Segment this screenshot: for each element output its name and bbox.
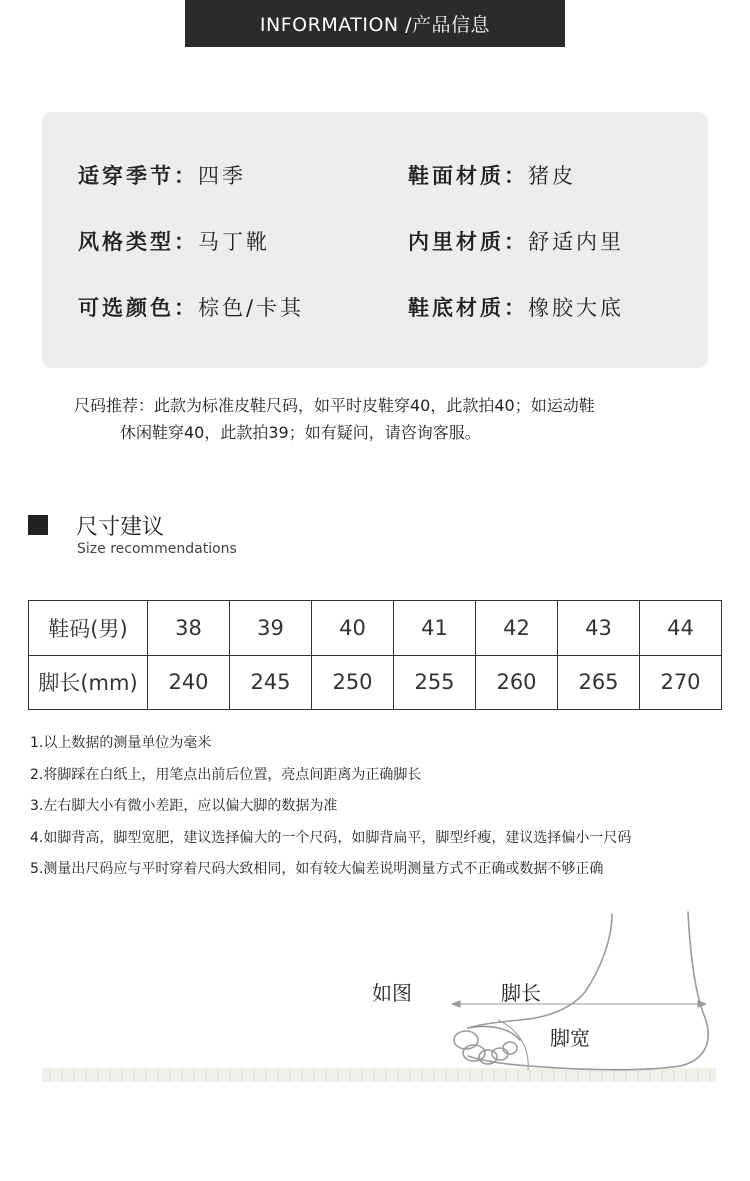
size-cell: 44 [640,601,722,656]
info-label: 鞋面材质： [408,164,528,188]
info-value: 棕色/卡其 [198,296,305,320]
info-value: 橡胶大底 [528,296,624,320]
info-row-upper-material [408,160,576,190]
info-row-style [78,226,270,256]
info-row-lining [408,226,624,256]
section-subtitle: Size recommendations [77,541,237,557]
size-cell: 40 [312,601,394,656]
size-note-line1: 尺码推荐：此款为标准皮鞋尺码，如平时皮鞋穿40，此款拍40；如运动鞋 [74,396,595,415]
size-note-line2: 休闲鞋穿40，此款拍39；如有疑问，请咨询客服。 [120,423,481,442]
size-cell: 43 [558,601,640,656]
size-recommendation-note [74,392,714,446]
length-cell: 260 [476,655,558,710]
info-row-sole-material [408,292,624,322]
info-value: 马丁靴 [198,230,270,254]
section-title: 尺寸建议 [76,515,165,540]
info-row-season [78,160,246,190]
info-label: 适穿季节： [78,164,198,188]
length-cell: 250 [312,655,394,710]
info-label: 鞋底材质： [408,296,528,320]
size-cell: 41 [394,601,476,656]
illustration-caption: 如图 [372,981,412,1005]
foot-width-label: 脚宽 [550,1026,590,1050]
info-label: 可选颜色： [78,296,198,320]
info-value: 猪皮 [528,164,576,188]
note-item: 5.测量出尺码应与平时穿着尺码大致相同，如有较大偏差说明测量方式不正确或数据不够正确 [30,861,604,877]
info-label: 内里材质： [408,230,528,254]
foot-measurement-illustration [0,900,750,1100]
note-item: 2.将脚踩在白纸上，用笔点出前后位置，亮点间距离为正确脚长 [30,766,422,783]
info-value: 舒适内里 [528,230,624,254]
foot-length-label: 脚长 [501,981,541,1005]
length-cell: 255 [394,655,476,710]
size-row-header: 鞋码(男) [29,601,148,656]
length-row-header: 脚长(mm) [29,655,148,710]
section-bullet-icon [28,515,48,535]
length-cell: 265 [558,655,640,710]
measurement-notes [30,732,631,890]
size-row [29,601,722,656]
size-table [28,600,722,710]
info-row-colors [78,292,304,322]
header-bar [185,0,565,47]
size-cell: 38 [148,601,230,656]
note-item: 1.以上数据的测量单位为毫米 [30,735,212,751]
note-item: 3.左右脚大小有微小差距，应以偏大脚的数据为准 [30,798,338,814]
length-cell: 240 [148,655,230,710]
size-cell: 42 [476,601,558,656]
note-item: 4.如脚背高，脚型宽肥，建议选择偏大的一个尺码，如脚背扁平，脚型纤瘦，建议选择偏小一尺码 [30,829,632,846]
length-cell: 270 [640,655,722,710]
length-cell: 245 [230,655,312,710]
header-title: INFORMATION /产品信息 [259,14,491,36]
info-label: 风格类型： [78,230,198,254]
size-cell: 39 [230,601,312,656]
product-info-card [42,112,708,368]
length-row [29,655,722,710]
info-value: 四季 [198,164,246,188]
